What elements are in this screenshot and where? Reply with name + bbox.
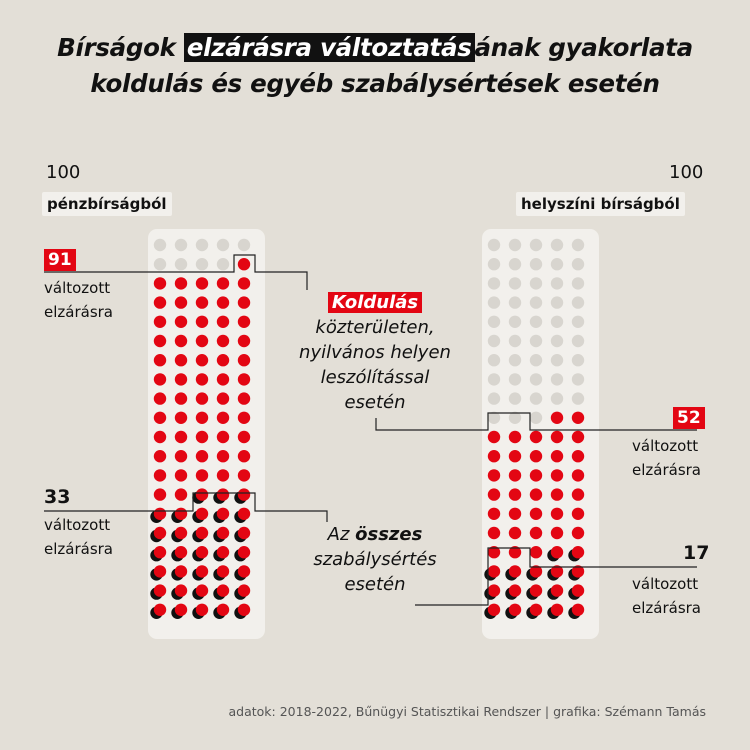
left-begging-caption: változott elzárásra: [44, 279, 113, 321]
left-dot-changed: [196, 450, 208, 462]
left-dot-changed: [175, 565, 187, 577]
right-dot-unchanged: [509, 392, 521, 404]
left-dot-changed: [175, 373, 187, 385]
right-dot-unchanged: [572, 277, 584, 289]
left-dot-changed: [175, 316, 187, 328]
left-dot-changed: [238, 584, 250, 596]
right-begging-value: 52: [673, 407, 705, 429]
left-dot-changed: [217, 335, 229, 347]
right-dot-unchanged: [509, 316, 521, 328]
left-dot-changed: [175, 296, 187, 308]
right-dot-unchanged: [509, 277, 521, 289]
left-dot-unchanged: [196, 258, 208, 270]
right-dot-unchanged: [488, 239, 500, 251]
right-dot-changed: [551, 431, 563, 443]
left-dot-changed: [154, 335, 166, 347]
left-dot-unchanged: [196, 239, 208, 251]
right-dot-unchanged: [572, 296, 584, 308]
left-dot-changed: [238, 277, 250, 289]
left-dot-changed: [154, 527, 166, 539]
left-dot-unchanged: [175, 239, 187, 251]
right-dot-changed: [530, 488, 542, 500]
right-dot-changed: [488, 604, 500, 616]
left-dot-changed: [238, 488, 250, 500]
left-dot-changed: [196, 277, 208, 289]
right-dot-changed: [551, 584, 563, 596]
left-dot-changed: [154, 565, 166, 577]
left-dot-changed: [238, 316, 250, 328]
left-dot-changed: [154, 277, 166, 289]
left-dot-changed: [196, 527, 208, 539]
right-dot-unchanged: [488, 277, 500, 289]
right-dot-unchanged: [509, 258, 521, 270]
left-dot-changed: [217, 527, 229, 539]
left-dot-changed: [217, 316, 229, 328]
right-dot-unchanged: [551, 373, 563, 385]
right-dot-unchanged: [530, 316, 542, 328]
left-dot-changed: [175, 392, 187, 404]
right-dot-changed: [488, 565, 500, 577]
right-dot-changed: [572, 488, 584, 500]
left-dot-changed: [217, 392, 229, 404]
right-dot-changed: [530, 584, 542, 596]
right-all-caption: változott elzárásra: [632, 575, 701, 617]
left-dot-changed: [175, 335, 187, 347]
left-count: 100: [46, 162, 81, 183]
left-dot-changed: [238, 508, 250, 520]
right-dot-unchanged: [551, 335, 563, 347]
left-dot-changed: [175, 488, 187, 500]
right-dot-changed: [530, 450, 542, 462]
right-dot-changed: [509, 527, 521, 539]
right-dot-changed: [572, 604, 584, 616]
left-dot-changed: [196, 354, 208, 366]
right-dot-unchanged: [488, 335, 500, 347]
left-dot-changed: [217, 296, 229, 308]
left-dot-changed: [196, 469, 208, 481]
right-dot-changed: [551, 546, 563, 558]
right-dot-changed: [530, 527, 542, 539]
left-dot-changed: [238, 565, 250, 577]
left-dot-changed: [196, 335, 208, 347]
right-dot-unchanged: [551, 316, 563, 328]
left-dot-changed: [196, 565, 208, 577]
right-count: 100: [669, 162, 704, 183]
left-dot-unchanged: [154, 258, 166, 270]
right-dot-changed: [572, 431, 584, 443]
right-dot-changed: [530, 546, 542, 558]
right-dot-changed: [488, 488, 500, 500]
left-dot-changed: [217, 565, 229, 577]
left-dot-changed: [238, 469, 250, 481]
right-dot-unchanged: [530, 392, 542, 404]
left-dot-changed: [196, 546, 208, 558]
left-dot-changed: [238, 373, 250, 385]
right-dot-changed: [509, 469, 521, 481]
left-dot-changed: [175, 450, 187, 462]
left-dot-changed: [154, 584, 166, 596]
left-dot-changed: [217, 373, 229, 385]
left-dot-unchanged: [217, 258, 229, 270]
left-dot-changed: [238, 604, 250, 616]
right-dot-changed: [488, 469, 500, 481]
left-dot-changed: [196, 296, 208, 308]
left-dot-changed: [154, 354, 166, 366]
right-dot-changed: [509, 431, 521, 443]
right-dot-changed: [488, 527, 500, 539]
right-dot-unchanged: [572, 335, 584, 347]
right-dot-unchanged: [572, 239, 584, 251]
left-dot-changed: [196, 412, 208, 424]
left-dot-changed: [217, 604, 229, 616]
right-dot-unchanged: [509, 373, 521, 385]
left-dot-changed: [154, 412, 166, 424]
left-dot-changed: [238, 546, 250, 558]
right-dot-unchanged: [551, 296, 563, 308]
left-dot-changed: [196, 431, 208, 443]
right-dot-unchanged: [509, 296, 521, 308]
right-dot-changed: [488, 508, 500, 520]
right-dot-changed: [551, 488, 563, 500]
left-dot-changed: [196, 392, 208, 404]
left-dot-changed: [154, 469, 166, 481]
right-dot-unchanged: [488, 392, 500, 404]
left-dot-changed: [154, 508, 166, 520]
right-dot-unchanged: [509, 354, 521, 366]
right-dot-changed: [572, 508, 584, 520]
right-dot-changed: [572, 469, 584, 481]
right-dot-unchanged: [572, 373, 584, 385]
begging-note: Koldulás közterületen, nyilvános helyen leszólítással esetén: [299, 292, 451, 413]
left-dot-changed: [196, 508, 208, 520]
left-dot-changed: [238, 258, 250, 270]
right-dot-unchanged: [530, 258, 542, 270]
right-begging-caption: változott elzárásra: [632, 437, 701, 479]
left-dot-changed: [154, 392, 166, 404]
right-dot-unchanged: [488, 296, 500, 308]
left-dot-changed: [175, 354, 187, 366]
right-dot-unchanged: [551, 354, 563, 366]
right-dot-changed: [572, 450, 584, 462]
left-dot-changed: [175, 527, 187, 539]
right-dot-unchanged: [572, 354, 584, 366]
left-dot-changed: [175, 508, 187, 520]
right-dot-changed: [551, 412, 563, 424]
right-dot-unchanged: [530, 335, 542, 347]
right-dot-unchanged: [530, 239, 542, 251]
right-dot-unchanged: [488, 316, 500, 328]
right-dot-unchanged: [488, 258, 500, 270]
right-dot-unchanged: [551, 258, 563, 270]
left-all-caption: változott elzárásra: [44, 516, 113, 558]
left-dot-unchanged: [217, 239, 229, 251]
right-dot-unchanged: [530, 354, 542, 366]
left-dot-changed: [196, 316, 208, 328]
left-dot-changed: [217, 431, 229, 443]
right-all-value: 17: [683, 542, 710, 564]
right-dot-changed: [530, 431, 542, 443]
right-dot-changed: [551, 469, 563, 481]
right-dot-changed: [509, 584, 521, 596]
left-dot-changed: [175, 469, 187, 481]
left-dot-changed: [217, 584, 229, 596]
left-dot-changed: [217, 450, 229, 462]
left-dot-changed: [238, 527, 250, 539]
right-dot-changed: [530, 469, 542, 481]
right-dot-unchanged: [530, 277, 542, 289]
left-dot-changed: [154, 450, 166, 462]
left-dot-changed: [217, 412, 229, 424]
right-dot-changed: [572, 584, 584, 596]
right-dot-changed: [509, 508, 521, 520]
right-dot-changed: [551, 450, 563, 462]
right-dot-unchanged: [509, 239, 521, 251]
left-dot-changed: [175, 412, 187, 424]
left-dot-changed: [238, 354, 250, 366]
left-dot-changed: [175, 546, 187, 558]
left-dot-changed: [154, 296, 166, 308]
right-dot-unchanged: [488, 354, 500, 366]
left-dot-changed: [238, 431, 250, 443]
left-dot-changed: [217, 469, 229, 481]
all-offences-note: Az összes szabálysértés esetén: [313, 524, 437, 595]
right-dot-unchanged: [530, 296, 542, 308]
left-dot-changed: [217, 354, 229, 366]
left-dot-changed: [154, 488, 166, 500]
source-credit: adatok: 2018-2022, Bűnügyi Statisztikai Rendszer | grafika: Szémann Tamás: [228, 704, 706, 719]
left-dot-unchanged: [175, 258, 187, 270]
right-dot-changed: [509, 450, 521, 462]
left-dot-changed: [217, 488, 229, 500]
left-dot-changed: [175, 584, 187, 596]
left-dot-changed: [154, 546, 166, 558]
right-dot-changed: [509, 565, 521, 577]
right-dot-changed: [551, 604, 563, 616]
left-dot-changed: [217, 508, 229, 520]
title-highlight: elzárásra változtatás: [184, 33, 475, 62]
right-dot-unchanged: [551, 392, 563, 404]
right-dot-changed: [488, 431, 500, 443]
left-dot-changed: [175, 277, 187, 289]
chart-title: Bírságok elzárásra változtatás ának gyakorlata koldulás és egyéb szabálysértések esetén: [57, 33, 693, 98]
right-dot-changed: [572, 546, 584, 558]
right-dot-unchanged: [530, 412, 542, 424]
left-dot-changed: [238, 450, 250, 462]
left-dot-changed: [154, 604, 166, 616]
left-label: pénzbírságból: [42, 192, 172, 216]
right-dot-unchanged: [572, 316, 584, 328]
right-dot-unchanged: [572, 392, 584, 404]
left-dot-changed: [196, 488, 208, 500]
left-dot-changed: [196, 604, 208, 616]
right-dot-changed: [572, 412, 584, 424]
begging-tag: Koldulás: [328, 292, 422, 313]
right-dot-changed: [488, 450, 500, 462]
right-dot-unchanged: [551, 239, 563, 251]
left-begging-value: 91: [44, 249, 76, 271]
right-dot-changed: [530, 508, 542, 520]
left-dot-changed: [196, 373, 208, 385]
right-dot-changed: [530, 604, 542, 616]
right-dot-changed: [551, 508, 563, 520]
right-dot-unchanged: [572, 258, 584, 270]
left-dot-unchanged: [238, 239, 250, 251]
left-dot-changed: [238, 296, 250, 308]
right-dot-changed: [509, 488, 521, 500]
left-dot-changed: [238, 335, 250, 347]
left-dot-unchanged: [154, 239, 166, 251]
left-dot-changed: [217, 546, 229, 558]
right-dot-unchanged: [509, 335, 521, 347]
left-dot-changed: [175, 431, 187, 443]
right-dot-unchanged: [488, 373, 500, 385]
left-dot-changed: [175, 604, 187, 616]
left-dot-changed: [154, 431, 166, 443]
right-dot-changed: [572, 527, 584, 539]
left-all-value: 33: [44, 486, 71, 508]
right-label: helyszíni bírságból: [516, 192, 685, 216]
left-dot-changed: [238, 412, 250, 424]
right-dot-changed: [488, 584, 500, 596]
right-dot-changed: [551, 527, 563, 539]
left-dot-changed: [196, 584, 208, 596]
right-dot-unchanged: [551, 277, 563, 289]
left-dot-changed: [154, 316, 166, 328]
left-dot-changed: [217, 277, 229, 289]
left-dot-changed: [238, 392, 250, 404]
right-dot-changed: [509, 604, 521, 616]
left-dot-changed: [154, 373, 166, 385]
right-dot-unchanged: [530, 373, 542, 385]
